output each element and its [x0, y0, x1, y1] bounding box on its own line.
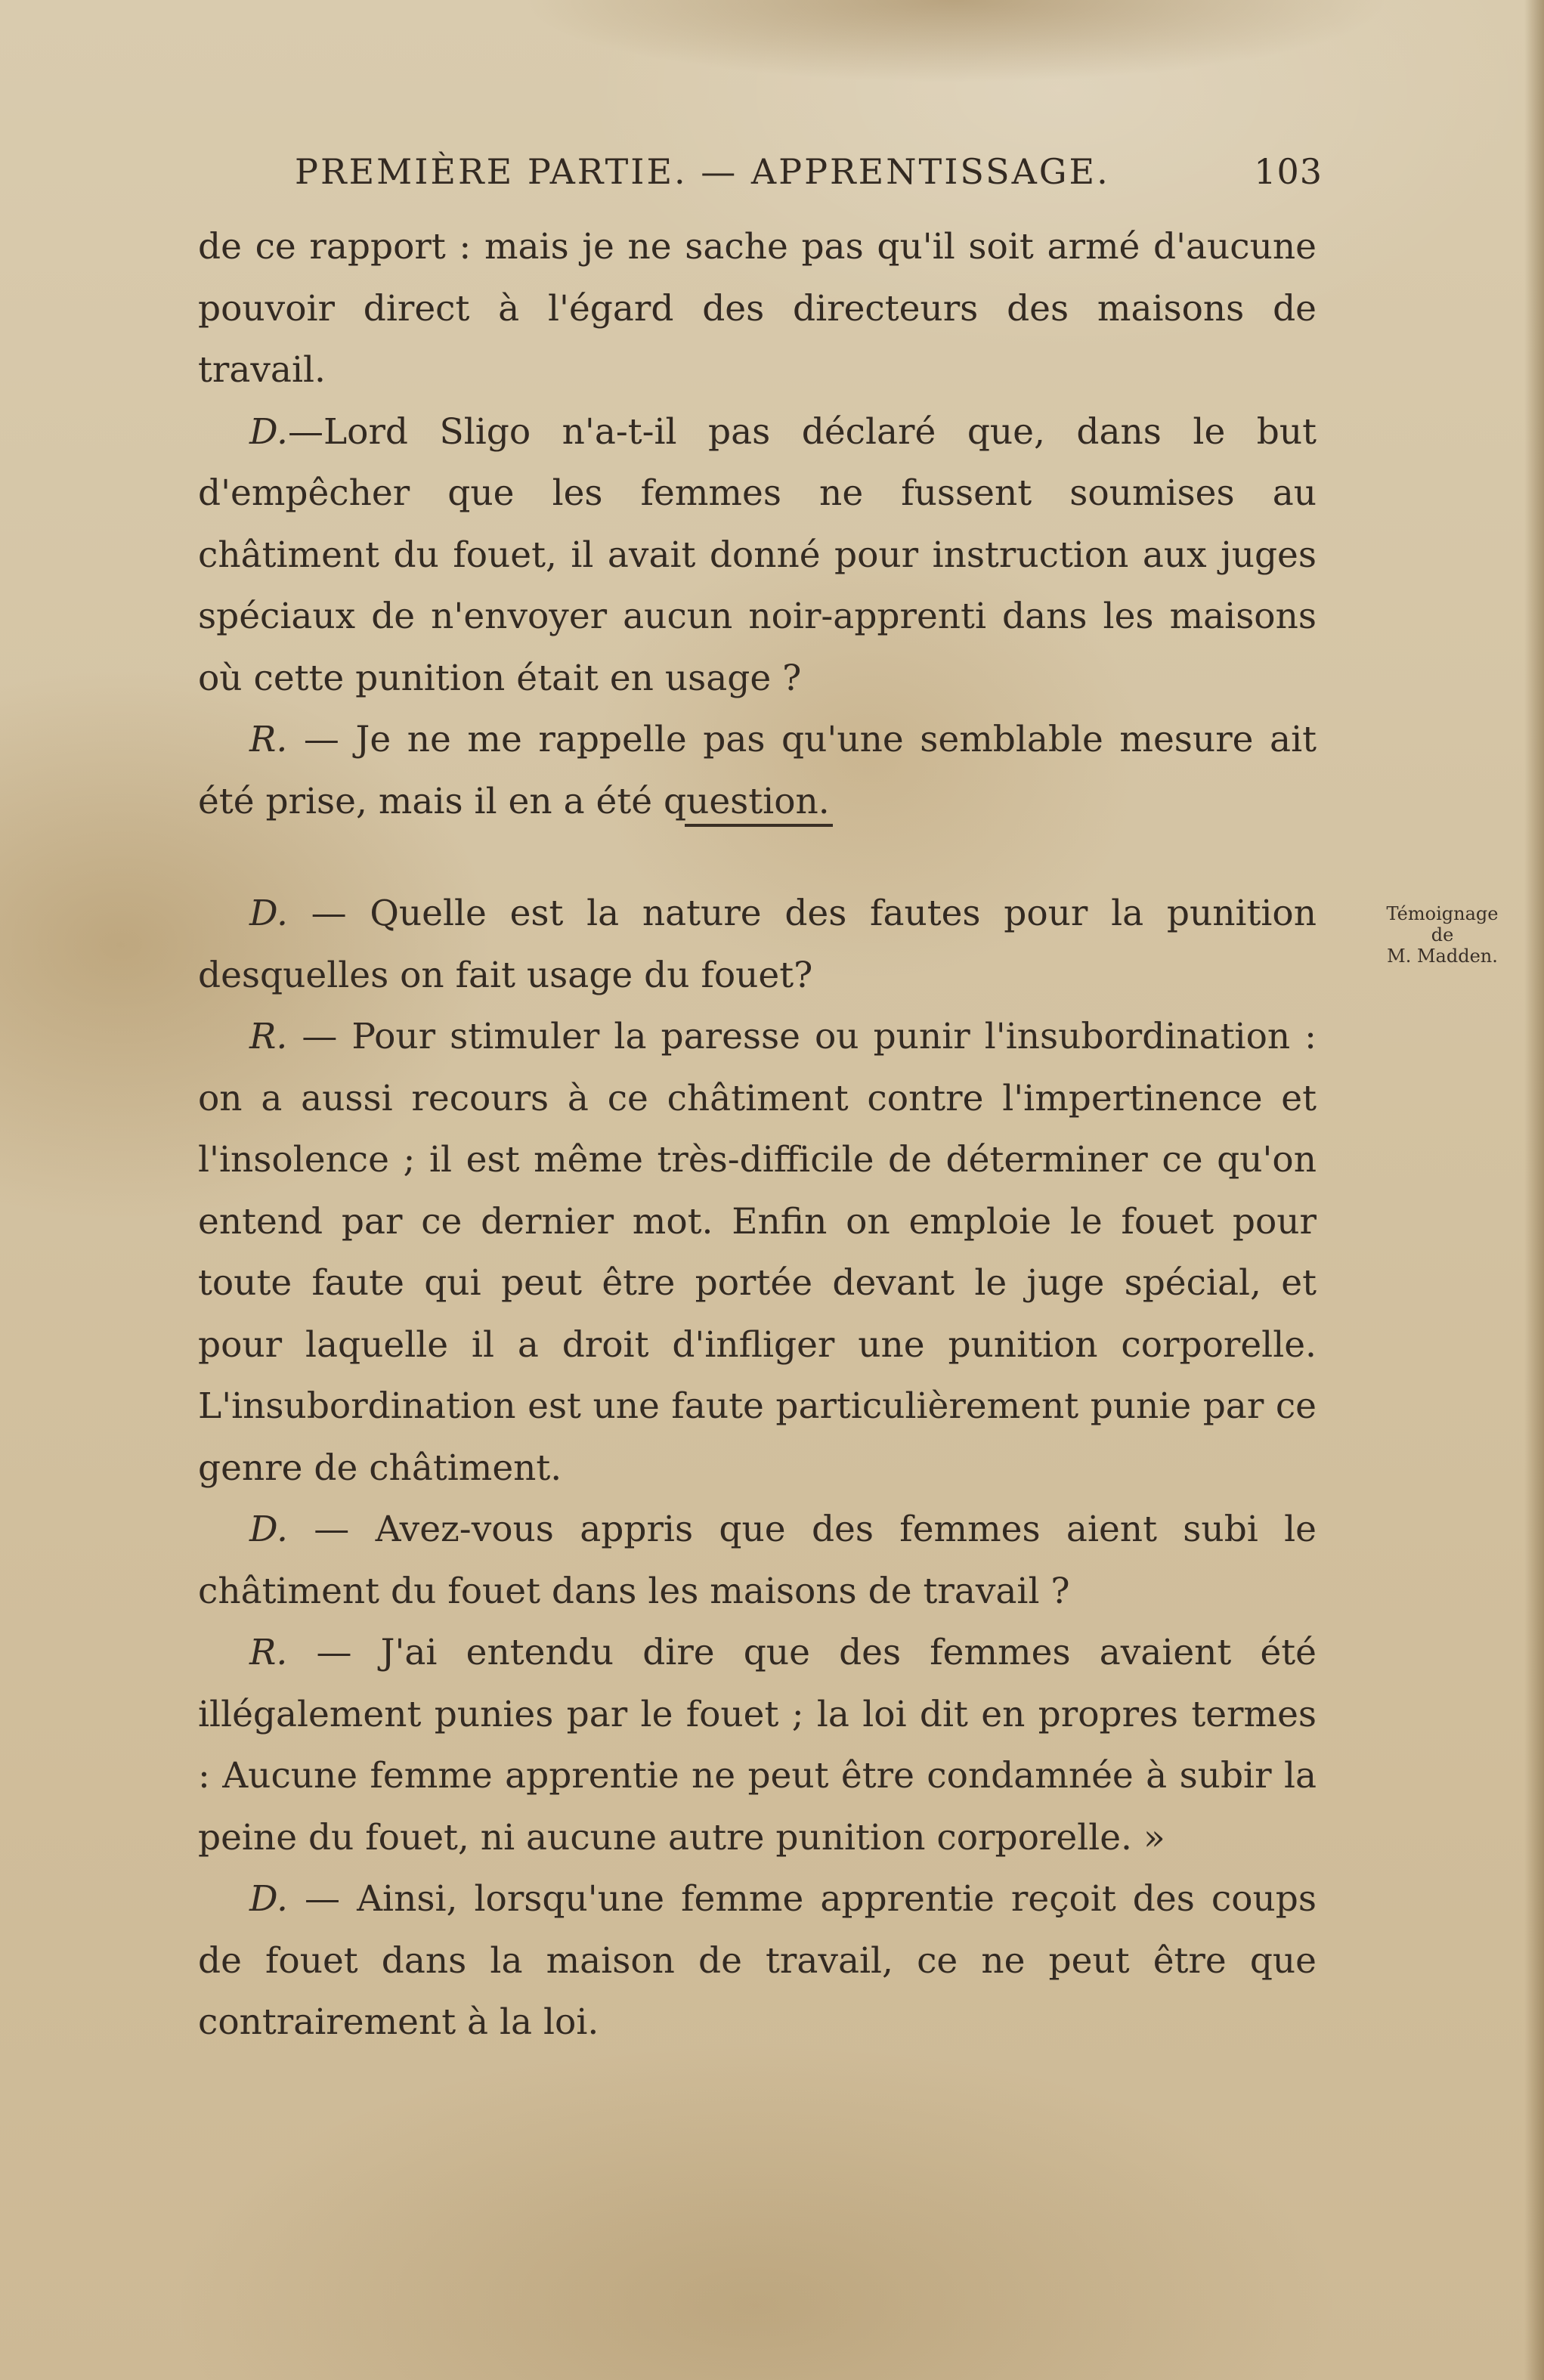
margin-note-line: Témoignage	[1386, 903, 1499, 924]
paragraph-text: — Pour stimuler la paresse ou punir l'insubordination : on a aussi recours à ce châtiment contre l'impertinence et l'insolence ; il est même très-difficile de déterminer ce qu'on entend par ce dernier mot. Enfin on emploie le fouet pour toute faute qui peut être portée devant le juge spécial, et pour laquelle il a droit d'infliger une punition corporelle. L'insubordination est une faute particulièrement punie par ce genre de châtiment.	[198, 1016, 1317, 1489]
page-edge-shadow	[1524, 0, 1544, 2380]
speaker-label: R.	[249, 719, 288, 760]
paragraph-question	[198, 1499, 1317, 1622]
paragraph-text: — Avez-vous appris que des femmes aient subi le châtiment du fouet dans les maisons de travail ?	[198, 1509, 1317, 1612]
speaker-label: D.	[249, 893, 288, 934]
text-block-testimony	[198, 883, 1317, 2053]
paragraph-question	[198, 883, 1317, 1006]
paragraph-question	[198, 401, 1317, 710]
paragraph-text: —Lord Sligo n'a-t-il pas déclaré que, dans le but d'empêcher que les femmes ne fussent soumises au châtiment du fouet, il avait donné pour instruction aux juges spéciaux de n'envoyer aucun noir-apprenti dans les maisons où cette punition était en usage ?	[198, 410, 1317, 699]
paper-stain	[521, 0, 1391, 83]
running-head	[295, 151, 1323, 197]
margin-note-line: M. Madden.	[1387, 946, 1498, 967]
speaker-label: D.	[249, 1509, 288, 1550]
paragraph-question	[198, 1868, 1317, 2053]
speaker-label: R.	[249, 1016, 288, 1057]
paragraph-text: — J'ai entendu dire que des femmes avaient été illégalement punies par le fouet ; la loi dit en propres termes : Aucune femme apprentie ne peut être condamnée à subir la peine du fouet, ni aucune autre punition corporelle. »	[198, 1632, 1317, 1859]
speaker-label: D.	[249, 1878, 288, 1920]
section-divider	[685, 824, 833, 827]
paragraph-text: — Quelle est la nature des fautes pour la punition desquelles on fait usage du fouet?	[198, 893, 1317, 996]
running-head-title: PREMIÈRE PARTIE. — APPRENTISSAGE.	[295, 151, 1110, 192]
speaker-label: D.	[249, 410, 288, 453]
paragraph-answer	[198, 1622, 1317, 1868]
margin-note-line: de	[1431, 924, 1454, 946]
page-number: 103	[1254, 151, 1323, 192]
paragraph-continuation	[198, 216, 1317, 401]
text-block-continued	[198, 216, 1317, 832]
paragraph-text: de ce rapport : mais je ne sache pas qu'il soit armé d'aucune pouvoir direct à l'égard des directeurs des maisons de travail.	[198, 226, 1317, 391]
paragraph-answer	[198, 1006, 1317, 1499]
paragraph-answer	[198, 709, 1317, 832]
speaker-label: R.	[249, 1632, 288, 1673]
margin-note	[1357, 903, 1527, 967]
paragraph-text: — Je ne me rappelle pas qu'une semblable mesure ait été prise, mais il en a été question.	[198, 719, 1317, 822]
paragraph-text: — Ainsi, lorsqu'une femme apprentie reçoit des coups de fouet dans la maison de travail, ce ne peut être que contrairement à la loi.	[198, 1878, 1317, 2043]
